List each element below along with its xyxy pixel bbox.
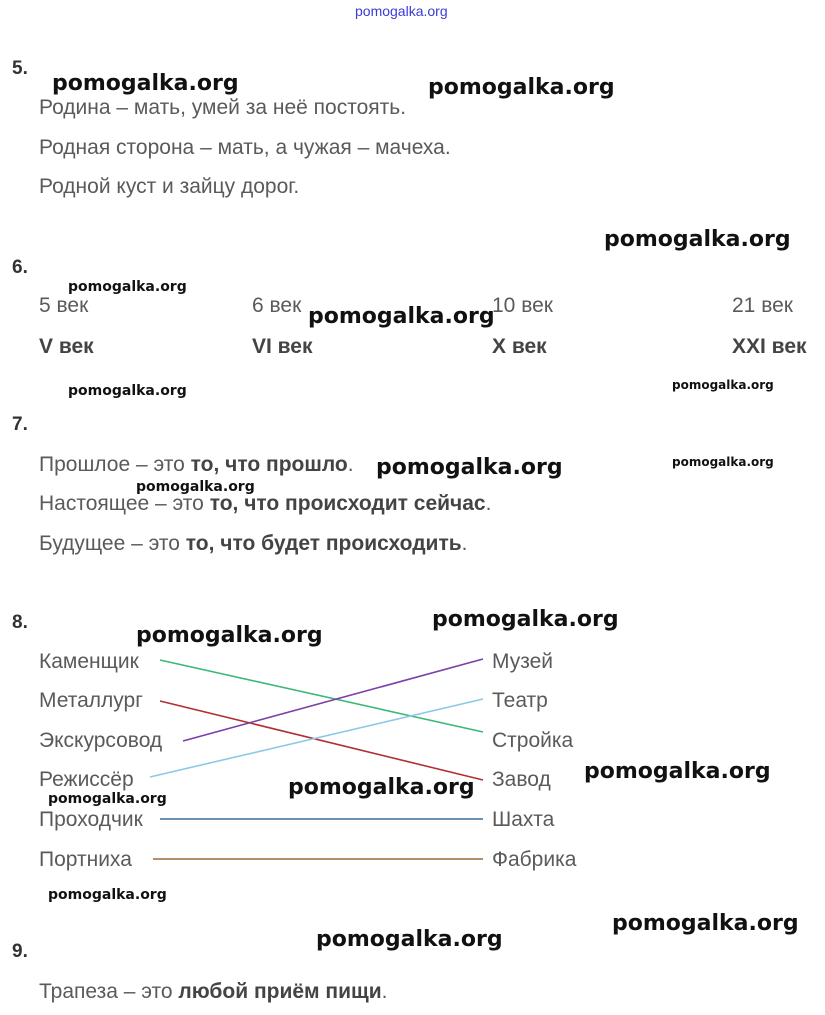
watermark: pomogalka.org — [308, 304, 495, 329]
right-item-6: Фабрика — [492, 848, 577, 871]
watermark: pomogalka.org — [68, 279, 187, 295]
task-8-number: 8. — [12, 612, 28, 633]
link-metallurg-zavod — [160, 701, 483, 780]
task-6-number: 6. — [12, 257, 28, 278]
right-item-1: Музей — [492, 650, 554, 673]
task-9-line: Трапеза – это любой приём пищи. — [39, 980, 388, 1003]
watermark: pomogalka.org — [136, 479, 255, 495]
watermark: pomogalka.org — [376, 455, 563, 480]
watermark: pomogalka.org — [68, 383, 187, 399]
watermark: pomogalka.org — [432, 607, 619, 632]
watermark: pomogalka.org — [672, 455, 774, 469]
link-kamenshchik-stroyka — [160, 660, 483, 732]
century-roman-1: V век — [39, 335, 94, 358]
left-item-3: Экскурсовод — [39, 729, 163, 752]
watermark: pomogalka.org — [316, 927, 503, 952]
right-item-4: Завод — [492, 768, 551, 791]
task-5-line-1: Родина – мать, умей за неё постоять. — [39, 96, 407, 119]
right-item-5: Шахта — [492, 808, 555, 831]
century-arabic-3: 10 век — [492, 294, 553, 317]
task-5-number: 5. — [12, 58, 28, 79]
right-item-3: Стройка — [492, 729, 574, 752]
task-7-line-2: Настоящее – это то, что происходит сейчас. — [39, 492, 492, 515]
century-roman-4: XXI век — [732, 335, 807, 358]
watermark: pomogalka.org — [288, 775, 475, 800]
link-ekskursovod-muzey — [183, 659, 483, 741]
left-item-1: Каменщик — [39, 650, 139, 673]
watermark: pomogalka.org — [584, 759, 771, 784]
left-item-2: Металлург — [39, 689, 143, 712]
century-arabic-1: 5 век — [39, 294, 89, 317]
left-item-5: Проходчик — [39, 808, 143, 831]
watermark: pomogalka.org — [672, 378, 774, 392]
watermark: pomogalka.org — [428, 75, 615, 100]
century-roman-3: X век — [492, 335, 547, 358]
watermark: pomogalka.org — [604, 227, 791, 252]
watermark: pomogalka.org — [612, 911, 799, 936]
task-7-line-3: Будущее – это то, что будет происходить. — [39, 532, 468, 555]
task-7-number: 7. — [12, 414, 28, 435]
left-item-4: Режиссёр — [39, 768, 134, 791]
header-watermark: pomogalka.org — [355, 3, 448, 19]
watermark: pomogalka.org — [48, 791, 167, 807]
task-7-line-1: Прошлое – это то, что прошло. — [39, 453, 354, 476]
watermark: pomogalka.org — [52, 71, 239, 96]
task-5-line-2: Родная сторона – мать, а чужая – мачеха. — [39, 136, 451, 159]
task-5-line-3: Родной куст и зайцу дорог. — [39, 175, 300, 198]
task-9-number: 9. — [12, 941, 28, 962]
watermark: pomogalka.org — [48, 887, 167, 903]
century-roman-2: VI век — [252, 335, 313, 358]
century-arabic-2: 6 век — [252, 294, 302, 317]
century-arabic-4: 21 век — [732, 294, 793, 317]
left-item-6: Портниха — [39, 848, 132, 871]
right-item-2: Театр — [492, 689, 548, 712]
watermark: pomogalka.org — [136, 623, 323, 648]
